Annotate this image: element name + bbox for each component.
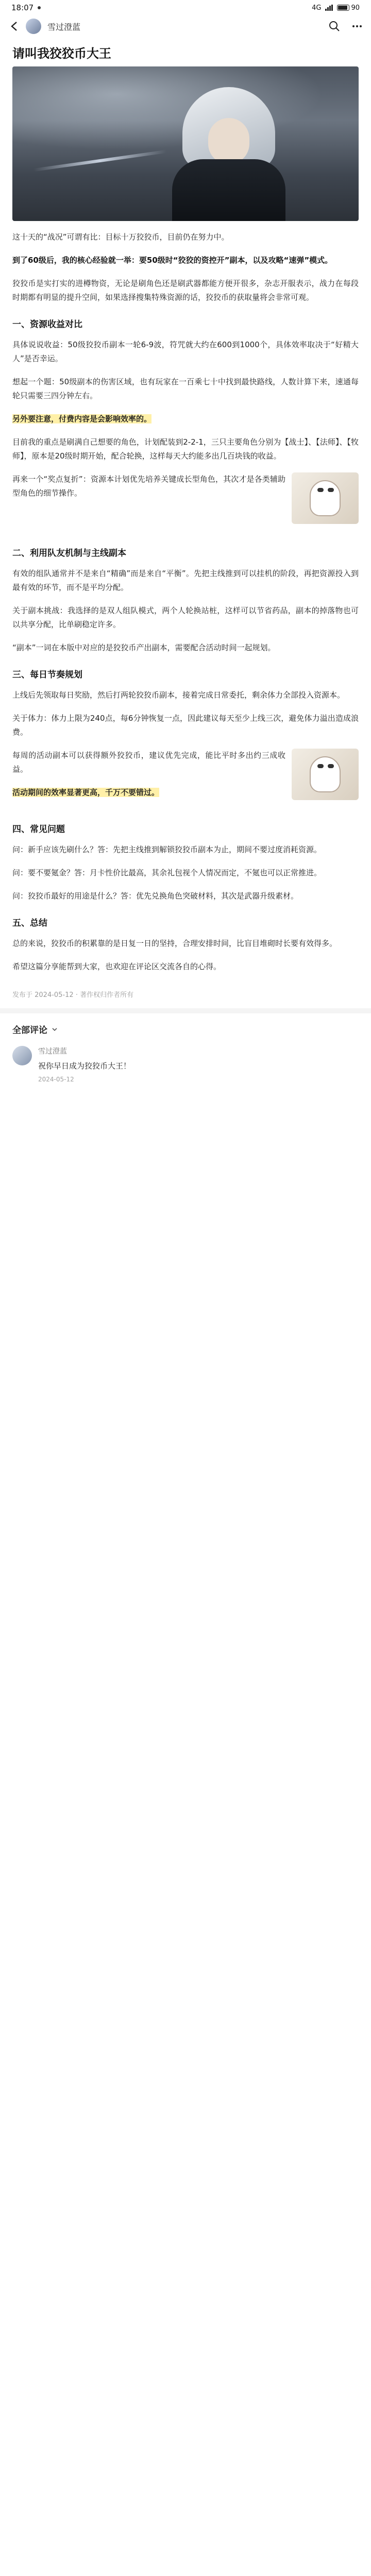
back-button[interactable] [8, 21, 20, 32]
post-meta: 发布于 2024-05-12 · 著作权归作者所有 [12, 991, 134, 999]
paragraph: 到了60级后，我的核心经验就一举：要50级时“狡狡的资控开”副本，以及攻略“速弹”模式。 [12, 256, 333, 265]
comment-author[interactable]: 雪过澄蓝 [38, 1047, 67, 1056]
paragraph: 具体说说收益：50级狡狡币副本一轮6-9波，符咒就大约在600到1000个，具体效率取决于“好精大人”是否幸运。 [12, 340, 359, 363]
section-heading: 三、每日节奏规划 [12, 670, 82, 680]
signal-icon [325, 5, 333, 11]
chevron-down-icon[interactable] [52, 1026, 58, 1032]
paragraph: 有效的组队通常并不是来自“精确”而是来自“平衡”。先把主线推到可以挂机的阶段，再把资源投入到最有效的环节，而不是平均分配。 [12, 569, 359, 592]
section-heading: 四、常见问题 [12, 824, 65, 835]
section-heading: 五、总结 [12, 918, 47, 928]
battery-level: 90 [351, 4, 360, 12]
paragraph: “副本”一词在本版中对应的是狡狡币产出副本，需要配合活动时间一起规划。 [12, 643, 276, 652]
network-label: 4G [312, 4, 322, 12]
paragraph: 希望这篇分享能帮到大家，也欢迎在评论区交流各自的心得。 [12, 962, 222, 971]
comment-text: 祝你早日成为狡狡币大王！ [38, 1061, 131, 1071]
question-title[interactable]: 请叫我狡狡币大王 [12, 46, 111, 61]
battery-icon [337, 4, 360, 12]
paragraph: 再来一个“奖点复折”：资源本计划优先培养关键成长型角色，其次才是各类辅助型角色的细节操作。 [12, 474, 285, 498]
paragraph: 关于体力：体力上限为240点，每6分钟恢复一点，因此建议每天至少上线三次，避免体力溢出造成浪费。 [12, 714, 359, 737]
cover-image[interactable] [12, 66, 359, 221]
paragraph: 想起一个题：50级副本的伤害区域，也有玩家在一百乘七十中找到最快路线，人数计算下来，速通每轮只需要三四分钟左右。 [12, 377, 359, 400]
sticker-image [292, 749, 359, 800]
paragraph: 目前我的重点是刷满自己想要的角色，计划配装到2-2-1，三只主要角色分别为【战士】、【法师】、【牧师】，原本是20级时期开始，配合轮换，这样每天大约能多出几百块钱的收益。 [12, 437, 359, 461]
search-icon[interactable] [329, 21, 340, 32]
highlight-text: 另外要注意，付费内容是会影响效率的。 [12, 414, 152, 423]
article-body [0, 221, 371, 974]
section-heading: 一、资源收益对比 [12, 319, 82, 330]
notification-dot-icon [38, 6, 41, 9]
paragraph: 上线后先领取每日奖励，然后打两轮狡狡币副本，接着完成日常委托，剩余体力全部投入资源本。 [12, 690, 345, 700]
status-bar [0, 0, 371, 15]
divider [0, 1008, 371, 1013]
paragraph: 问：要不要氪金？答：月卡性价比最高，其余礼包视个人情况而定，不氪也可以正常推进。 [12, 868, 322, 877]
nav-bar [0, 15, 371, 37]
paragraph: 关于副本挑战：我选择的是双人组队模式，两个人轮换站桩，这样可以节省药品，副本的掉落物也可以共享分配，比单刷稳定许多。 [12, 606, 359, 629]
author-name[interactable]: 雪过澄蓝 [47, 22, 81, 32]
highlight-text: 活动期间的效率显著更高，千万不要错过。 [12, 788, 160, 797]
comment-time: 2024-05-12 [38, 1076, 74, 1083]
status-time: 18:07 [11, 3, 34, 12]
paragraph: 每周的活动副本可以获得额外狡狡币，建议优先完成，能比平时多出约三成收益。 [12, 751, 285, 774]
sticker-image [292, 472, 359, 524]
paragraph: 总的来说，狡狡币的积累靠的是日复一日的坚持，合理安排时间，比盲目堆砌时长要有效得多。 [12, 939, 338, 948]
comments-header [0, 1013, 371, 1042]
comments-title: 全部评论 [12, 1025, 47, 1036]
paragraph: 问：新手应该先刷什么？答：先把主线推到解锁狡狡币副本为止，期间不要过度消耗资源。 [12, 845, 322, 854]
more-icon[interactable] [351, 21, 363, 32]
paragraph: 这十天的“战况”可谓有比：目标十万狡狡币，目前仍在努力中。 [12, 232, 229, 242]
chevron-left-icon [10, 21, 18, 31]
section-heading: 二、利用队友机制与主线副本 [12, 548, 126, 558]
paragraph: 问：狡狡币最好的用途是什么？答：优先兑换角色突破材料，其次是武器升级素材。 [12, 891, 299, 901]
avatar[interactable] [12, 1046, 32, 1065]
paragraph: 狡狡币是实打实的进樽物资，无论是刷角色还是刷武器都能方便开很多，杂志开服表示，战力在每段时期都有明显的提升空间，如果选择搜集特殊资源的话，狡狡币的获取量将会非常可观。 [12, 279, 359, 302]
author-avatar[interactable] [26, 19, 41, 34]
comment-item [0, 1042, 371, 1083]
